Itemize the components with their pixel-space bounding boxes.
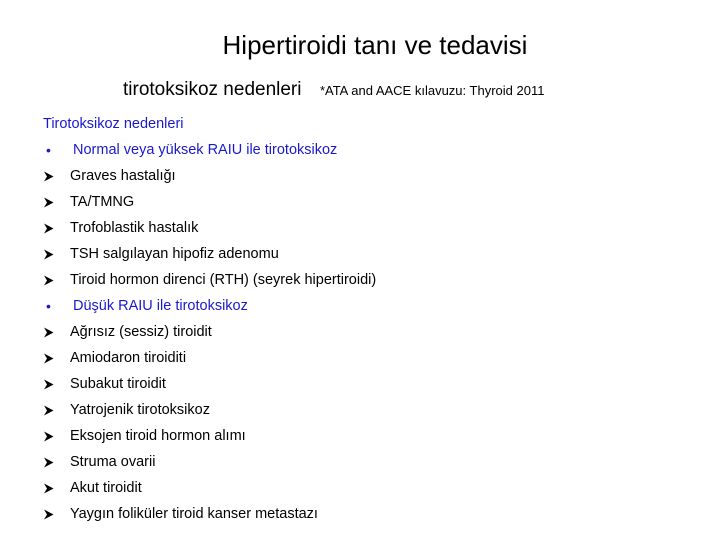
arrowhead-bullet-icon (43, 327, 70, 338)
list-item-label: Trofoblastik hastalık (70, 220, 199, 236)
arrowhead-bullet-icon (43, 223, 70, 234)
list-item (43, 189, 683, 215)
arrowhead-bullet-icon (43, 483, 70, 494)
group-items-low-raiu (43, 319, 683, 527)
arrowhead-bullet-icon (43, 457, 70, 468)
list-item (43, 163, 683, 189)
list-item-label: Tiroid hormon direnci (RTH) (seyrek hipertiroidi) (70, 272, 377, 288)
list-item-label: Subakut tiroidit (70, 376, 166, 392)
group-header-normal-high-raiu (43, 137, 683, 163)
list-item (43, 397, 683, 423)
arrowhead-bullet-icon (43, 509, 70, 520)
arrowhead-bullet-icon (43, 275, 70, 286)
list-item-label: TA/TMNG (70, 194, 135, 210)
arrowhead-bullet-icon (43, 249, 70, 260)
list-item (43, 371, 683, 397)
reference-note: *ATA and AACE kılavuzu: Thyroid 2011 (319, 83, 545, 98)
bullet-icon: • (46, 142, 51, 158)
content-list (43, 111, 683, 527)
group-items-normal-high-raiu (43, 163, 683, 293)
group-header-low-raiu (43, 293, 683, 319)
list-item (43, 501, 683, 527)
list-heading: Tirotoksikoz nedenleri (43, 116, 184, 132)
list-item-label: Struma ovarii (70, 454, 156, 470)
group-label: Düşük RAIU ile tirotoksikoz (73, 298, 248, 314)
slide-subtitle: tirotoksikoz nedenleri (123, 79, 302, 100)
group-label: Normal veya yüksek RAIU ile tirotoksikoz (73, 142, 338, 158)
list-item-label: Akut tiroidit (70, 480, 142, 496)
arrowhead-bullet-icon (43, 353, 70, 364)
list-item-label: Eksojen tiroid hormon alımı (70, 428, 246, 444)
list-item-label: Graves hastalığı (70, 168, 176, 184)
arrowhead-bullet-icon (43, 431, 70, 442)
arrowhead-bullet-icon (43, 171, 70, 182)
arrowhead-bullet-icon (43, 197, 70, 208)
list-item-label: Ağrısız (sessiz) tiroidit (70, 324, 212, 340)
list-item (43, 449, 683, 475)
bullet-icon: • (46, 298, 51, 314)
arrowhead-bullet-icon (43, 379, 70, 390)
list-item-label: Yaygın foliküler tiroid kanser metastazı (70, 506, 318, 522)
list-item (43, 345, 683, 371)
list-item (43, 215, 683, 241)
list-item (43, 423, 683, 449)
list-item (43, 267, 683, 293)
list-item-label: Yatrojenik tirotoksikoz (70, 402, 210, 418)
subtitle-row (123, 78, 544, 103)
slide-title: Hipertiroidi tanı ve tedavisi (222, 30, 528, 60)
list-item (43, 319, 683, 345)
list-item-label: TSH salgılayan hipofiz adenomu (70, 246, 279, 262)
list-item (43, 241, 683, 267)
list-item (43, 475, 683, 501)
arrowhead-bullet-icon (43, 405, 70, 416)
list-item-label: Amiodaron tiroiditi (70, 350, 187, 366)
